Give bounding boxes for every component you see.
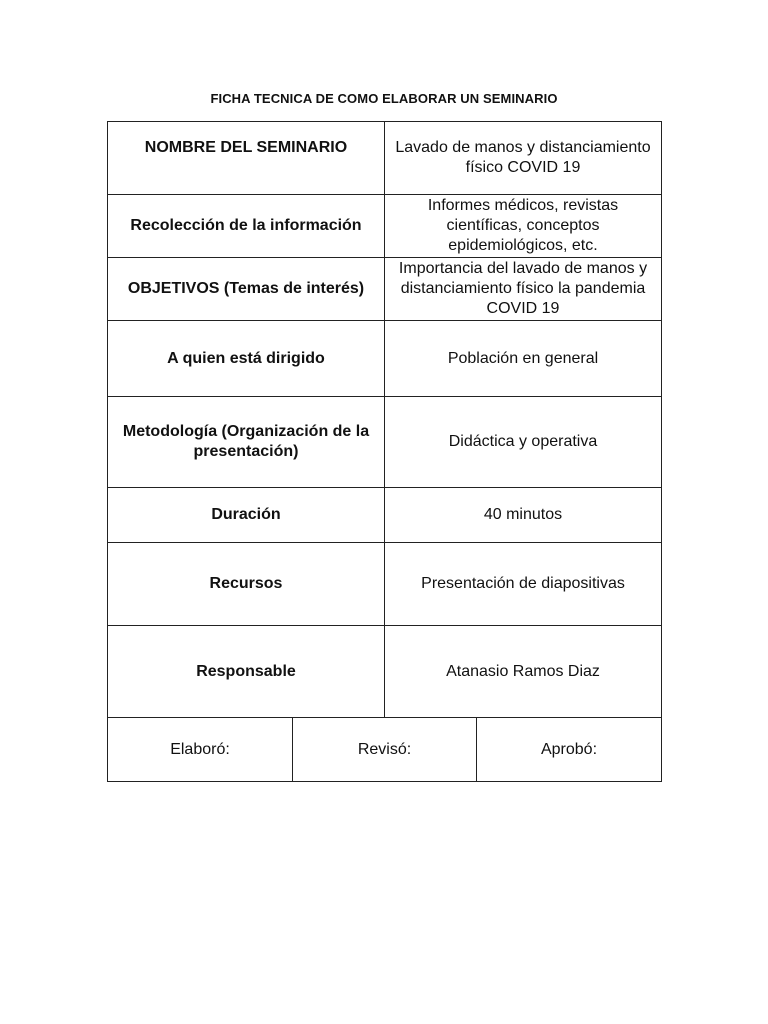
- table-row-recoleccion: [108, 195, 662, 258]
- ficha-tecnica-table: [107, 121, 662, 782]
- row-label-recoleccion: Recolección de la información: [108, 195, 385, 258]
- row-label-dirigido: A quien está dirigido: [108, 321, 385, 397]
- row-value-recoleccion: Informes médicos, revistas científicas, conceptos epidemiológicos, etc.: [385, 195, 662, 258]
- row-value-nombre: Lavado de manos y distanciamiento físico COVID 19: [385, 122, 662, 195]
- table-row-dirigido: [108, 321, 662, 397]
- table-row-recursos: [108, 543, 662, 626]
- row-value-dirigido: Población en general: [385, 321, 662, 397]
- row-label-recursos: Recursos: [108, 543, 385, 626]
- table-row-nombre: [108, 122, 662, 195]
- row-value-metodologia: Didáctica y operativa: [385, 397, 662, 488]
- row-value-objetivos: Importancia del lavado de manos y distanciamiento físico la pandemia COVID 19: [385, 258, 662, 321]
- signature-row: [108, 718, 662, 782]
- table-row-objetivos: [108, 258, 662, 321]
- table-row-duracion: [108, 488, 662, 543]
- table-row-metodologia: [108, 397, 662, 488]
- row-value-responsable: Atanasio Ramos Diaz: [385, 626, 662, 718]
- row-value-duracion: 40 minutos: [385, 488, 662, 543]
- row-label-duracion: Duración: [108, 488, 385, 543]
- row-value-recursos: Presentación de diapositivas: [385, 543, 662, 626]
- row-label-responsable: Responsable: [108, 626, 385, 718]
- signature-reviso: Revisó:: [293, 718, 477, 782]
- document-title: FICHA TECNICA DE COMO ELABORAR UN SEMINARIO: [210, 91, 558, 106]
- table-row-responsable: [108, 626, 662, 718]
- row-label-nombre: NOMBRE DEL SEMINARIO: [108, 122, 385, 195]
- row-label-objetivos: OBJETIVOS (Temas de interés): [108, 258, 385, 321]
- signature-aprobo: Aprobó:: [477, 718, 662, 782]
- row-label-metodologia: Metodología (Organización de la presentación): [108, 397, 385, 488]
- signature-elaboro: Elaboró:: [108, 718, 293, 782]
